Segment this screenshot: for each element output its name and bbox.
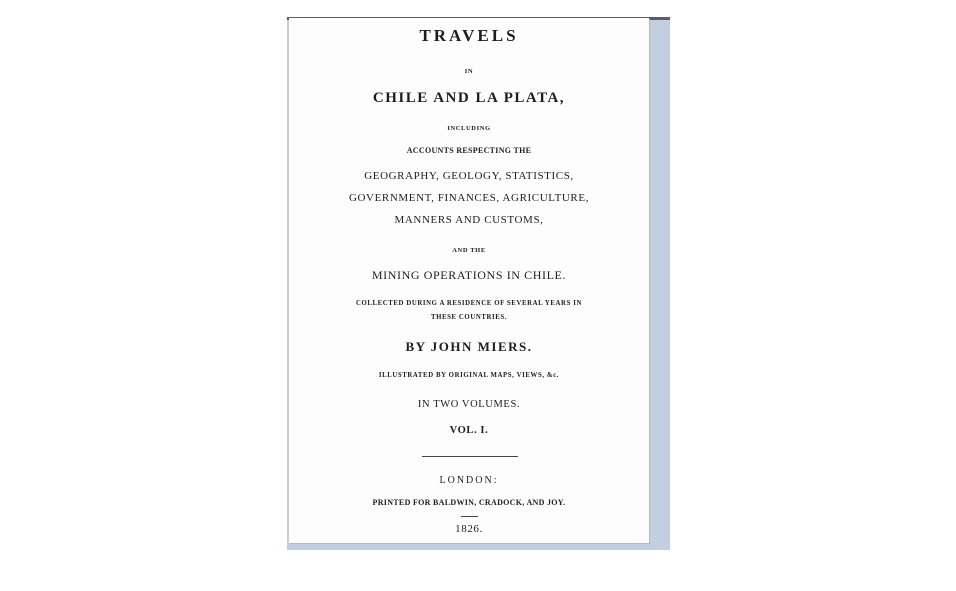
accounts-line: ACCOUNTS RESPECTING THE <box>406 146 532 155</box>
author-line: BY JOHN MIERS. <box>405 339 533 354</box>
places-heading: CHILE AND LA PLATA, <box>372 90 566 106</box>
topics-line-1: GEOGRAPHY, GEOLOGY, STATISTICS, <box>364 170 574 182</box>
word-in: IN <box>464 68 474 75</box>
printer-line: PRINTED FOR BALDWIN, CRADOCK, AND JOY. <box>372 498 566 507</box>
illustrated-line: ILLUSTRATED BY ORIGINAL MAPS, VIEWS, &c. <box>378 372 560 379</box>
scanned-page-image <box>287 17 670 550</box>
year-line: 1826. <box>455 523 483 535</box>
mining-line: MINING OPERATIONS IN CHILE. <box>371 268 567 282</box>
volume-number: VOL. I. <box>449 425 489 436</box>
collected-line-1: COLLECTED DURING A RESIDENCE OF SEVERAL YEARS IN <box>355 300 582 307</box>
word-including: INCLUDING <box>447 125 491 132</box>
short-rule <box>461 516 478 517</box>
city-line: LONDON: <box>439 475 499 486</box>
volumes-line: IN TWO VOLUMES. <box>417 399 521 410</box>
topics-line-2: GOVERNMENT, FINANCES, AGRICULTURE, <box>348 192 590 204</box>
divider-rule <box>422 456 518 457</box>
title-page <box>289 18 649 543</box>
topics-line-3: MANNERS AND CUSTOMS, <box>394 214 544 226</box>
collected-line-2: THESE COUNTRIES. <box>430 314 508 321</box>
words-and-the: AND THE <box>452 247 486 254</box>
book-title: TRAVELS <box>419 26 519 45</box>
